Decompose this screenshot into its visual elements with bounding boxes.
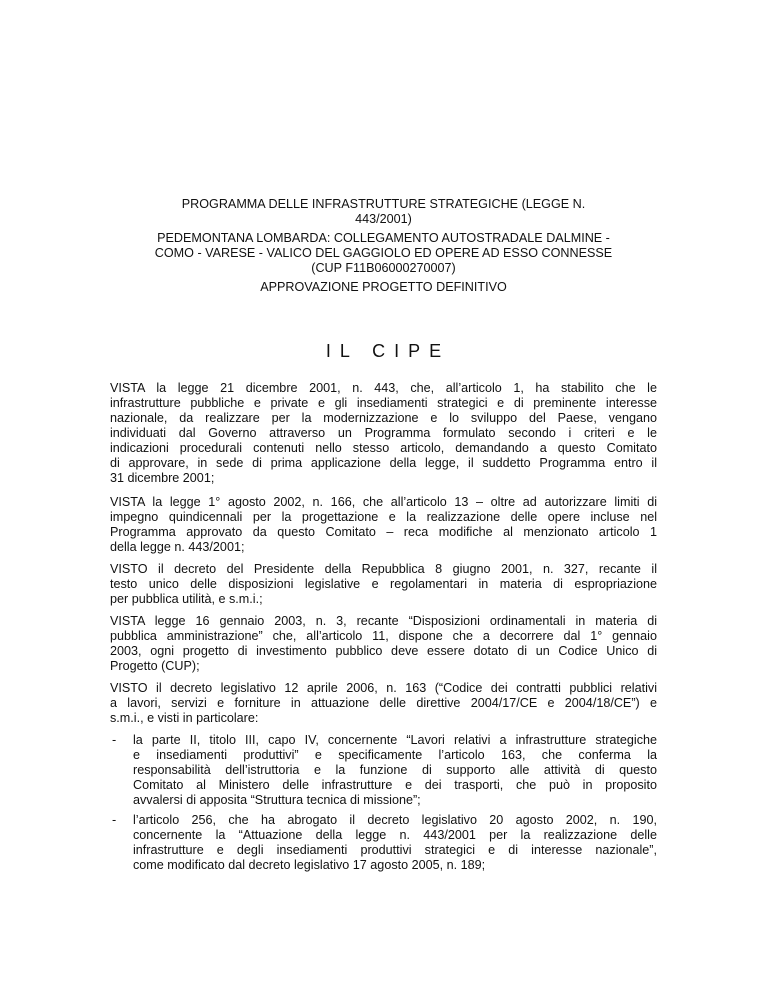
text-line: individuati dal Governo attraverso un Programma formulato secondo i criteri e le: [110, 426, 657, 440]
title-group: [110, 231, 657, 276]
text-line: la parte II, titolo III, capo IV, concernente “Lavori relativi a infrastrutture strategiche: [133, 733, 657, 747]
text-line: VISTO il decreto legislativo 12 aprile 2006, n. 163 (“Codice dei contratti pubblici relativi: [110, 681, 657, 695]
document-title: [110, 197, 657, 299]
text-line: Programma approvato da questo Comitato – reca modifiche al menzionato articolo 1: [110, 525, 657, 539]
text-line: e insediamenti produttivi” e specificamente l’articolo 163, che conferma la: [133, 748, 657, 762]
text-line: avvalersi di apposita “Struttura tecnica di missione”;: [133, 793, 421, 807]
bullet-marker: -: [112, 733, 117, 747]
text-line: di approvare, in sede di prima applicazione della legge, il suddetto Programma entro il: [110, 456, 657, 470]
paragraph: [110, 681, 657, 726]
text-line: nazionale, da realizzare per la modernizzazione e lo sviluppo del Paese, vengano: [110, 411, 657, 425]
title-line: PROGRAMMA DELLE INFRASTRUTTURE STRATEGICHE (LEGGE N.: [181, 197, 586, 211]
title-group: [110, 197, 657, 227]
text-line: responsabilità dell’istruttoria e la funzione di supporto alle attività di questo: [133, 763, 657, 777]
text-line: a lavori, servizi e forniture in attuazione delle direttive 2004/17/CE e 2004/18/CE”) e: [110, 696, 657, 710]
bullet-marker: -: [112, 813, 117, 827]
text-line: VISTA la legge 1° agosto 2002, n. 166, che all’articolo 13 – oltre ad autorizzare limiti di: [110, 495, 657, 509]
title-line: COMO - VARESE - VALICO DEL GAGGIOLO ED OPERE AD ESSO CONNESSE: [154, 246, 613, 260]
text-line: pubblica amministrazione” che, all’articolo 11, dispone che a decorrere dal 1° gennaio: [110, 629, 657, 643]
issuer-heading: IL CIPE: [325, 341, 451, 361]
text-line: VISTO il decreto del Presidente della Repubblica 8 giugno 2001, n. 327, recante il: [110, 562, 657, 576]
text-line: 31 dicembre 2001;: [110, 471, 215, 485]
text-line: per pubblica utilità, e s.m.i.;: [110, 592, 263, 606]
paragraph: [110, 614, 657, 674]
text-line: infrastrutture e degli insediamenti produttivi strategici e di interesse nazionale”,: [133, 843, 657, 857]
text-line: come modificato dal decreto legislativo 17 agosto 2005, n. 189;: [133, 858, 486, 872]
bullet-item: [110, 733, 657, 808]
text-line: s.m.i., e visti in particolare:: [110, 711, 259, 725]
text-line: indicazioni procedurali contenuti nello stesso articolo, demandando a questo Comitato: [110, 441, 657, 455]
text-line: VISTA la legge 21 dicembre 2001, n. 443, che, all’articolo 1, ha stabilito che le: [110, 381, 657, 395]
bullet-item: [110, 813, 657, 873]
paragraph: [110, 562, 657, 607]
paragraph: [110, 495, 657, 555]
text-line: concernente la “Attuazione della legge n. 443/2001 per la realizzazione delle: [133, 828, 657, 842]
paragraph: [110, 381, 657, 486]
text-line: Comitato al Ministero delle infrastrutture e dei trasporti, che può in proposito: [133, 778, 657, 792]
title-line: (CUP F11B06000270007): [311, 261, 456, 275]
title-line: PEDEMONTANA LOMBARDA: COLLEGAMENTO AUTOSTRADALE DALMINE -: [157, 231, 610, 245]
text-line: impegno quindicennali per la progettazione e la realizzazione delle opere incluse nel: [110, 510, 657, 524]
text-line: infrastrutture pubbliche e private e gli insediamenti strategici e di preminente interesse: [110, 396, 657, 410]
text-line: della legge n. 443/2001;: [110, 540, 245, 554]
title-line: 443/2001): [355, 212, 412, 226]
text-line: testo unico delle disposizioni legislative e regolamentari in materia di espropriazione: [110, 577, 657, 591]
text-line: Progetto (CUP);: [110, 659, 200, 673]
text-line: 2003, ogni progetto di investimento pubblico deve essere dotato di un Codice Unico di: [110, 644, 657, 658]
title-line: APPROVAZIONE PROGETTO DEFINITIVO: [260, 280, 507, 294]
text-line: VISTA legge 16 gennaio 2003, n. 3, recante “Disposizioni ordinamentali in materia di: [110, 614, 657, 628]
title-group: [110, 280, 657, 295]
document-body: [110, 381, 657, 878]
text-line: l’articolo 256, che ha abrogato il decreto legislativo 20 agosto 2002, n. 190,: [133, 813, 657, 827]
